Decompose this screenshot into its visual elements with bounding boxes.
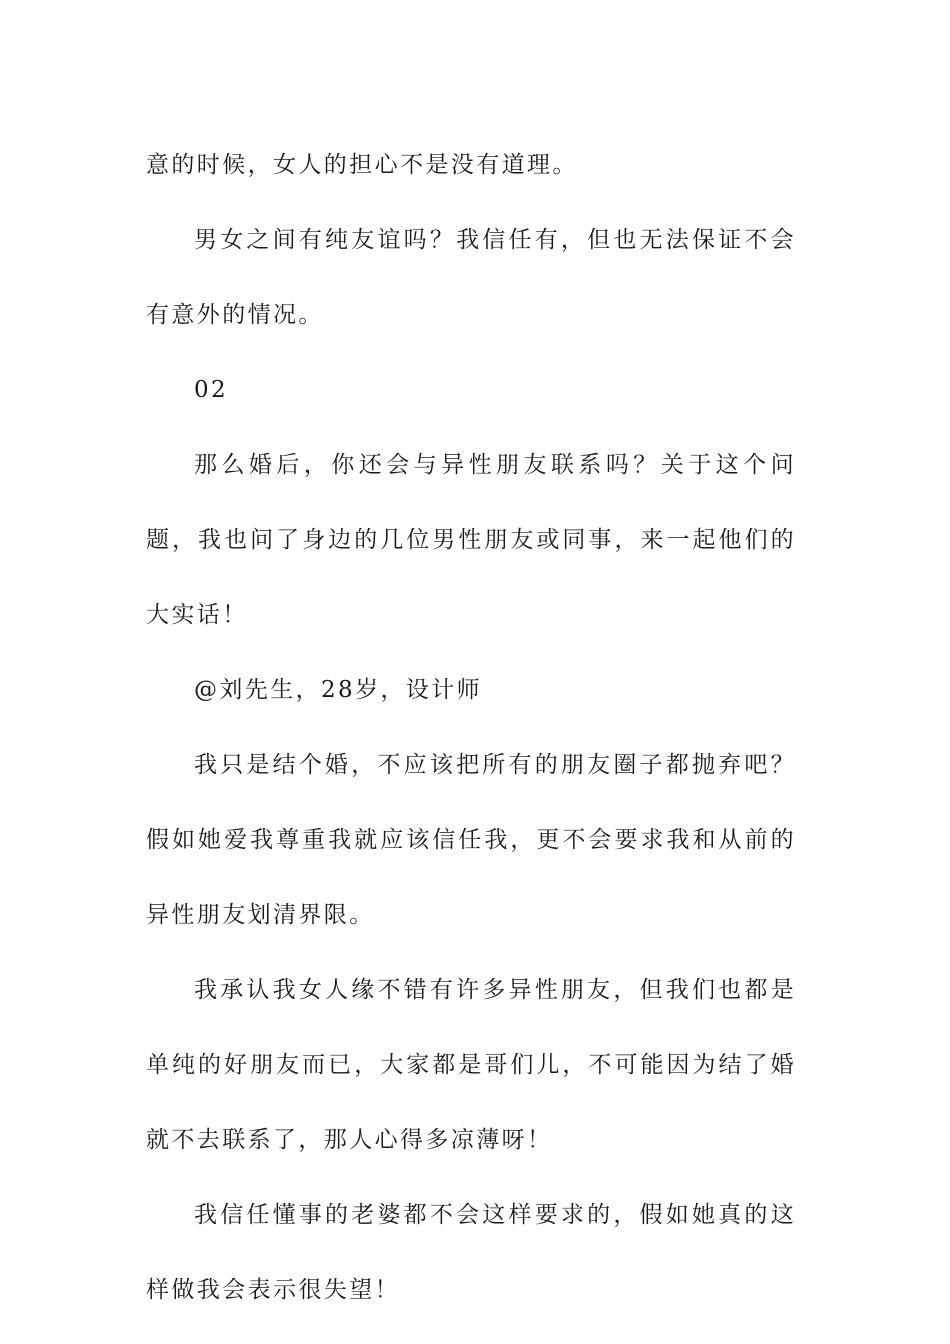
paragraph-friendship-question: 男女之间有纯友谊吗？我信任有，但也无法保证不会有意外的情况。 <box>146 227 796 328</box>
paragraph-quote-1: 我只是结个婚，不应该把所有的朋友圈子都抛弃吧？假如她爱我尊重我就应该信任我，更不会要求我和从前的异性朋友划清界限。 <box>146 752 796 928</box>
paragraph-after-marriage-question: 那么婚后，你还会与异性朋友联系吗？关于这个问题，我也问了身边的几位男性朋友或同事，来一起他们的大实话！ <box>146 452 796 628</box>
section-number: 02 <box>194 377 229 403</box>
document-body <box>146 128 796 1328</box>
paragraph-quote-3: 我信任懂事的老婆都不会这样要求的，假如她真的这样做我会表示很失望！ <box>146 1202 796 1303</box>
interviewee-label: @刘先生，28岁，设计师 <box>194 677 483 703</box>
paragraph-quote-2: 我承认我女人缘不错有许多异性朋友，但我们也都是单纯的好朋友而已，大家都是哥们儿，不可能因为结了婚就不去联系了，那人心得多凉薄呀！ <box>146 977 796 1153</box>
paragraph-continuation: 意的时候，女人的担心不是没有道理。 <box>146 152 578 178</box>
